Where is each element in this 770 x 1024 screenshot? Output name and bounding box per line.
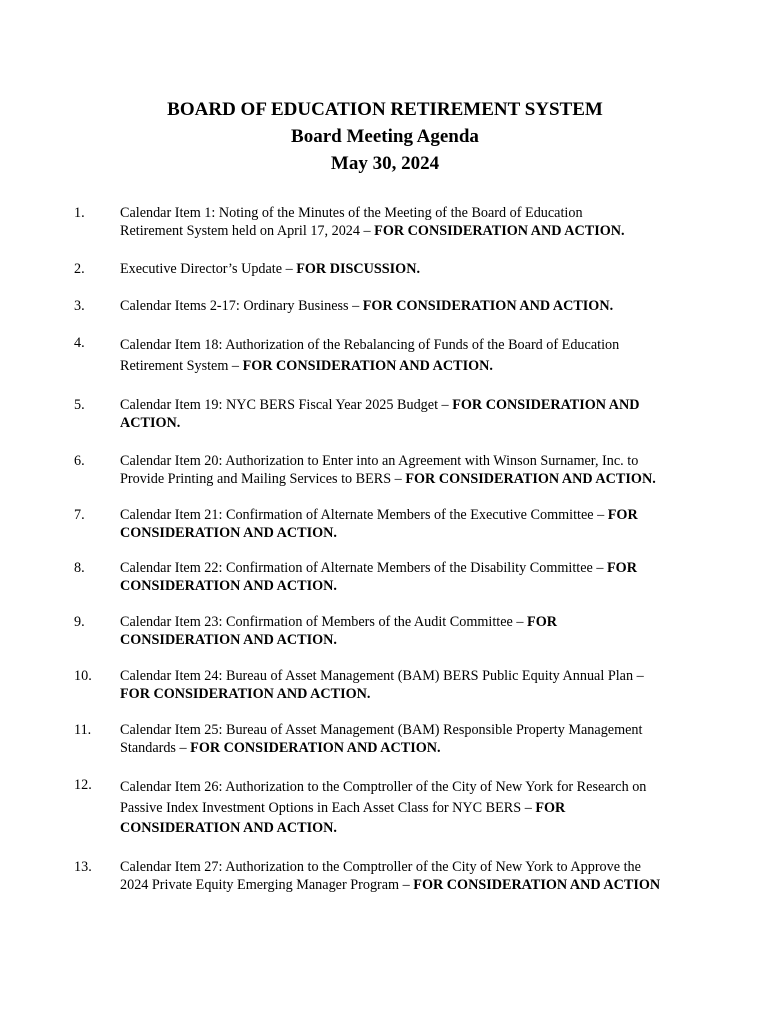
item-description: Retirement System – [120,357,243,374]
agenda-item-line [120,668,710,686]
action-label: FOR [527,614,557,630]
item-description: Calendar Items 2-17: Ordinary Business – [120,298,363,314]
agenda-item-line [120,632,710,650]
organization-title: BOARD OF EDUCATION RETIREMENT SYSTEM [167,99,603,120]
item-description: Calendar Item 22: Confirmation of Alternate Members of the Disability Committee – [120,560,607,576]
agenda-item-text [120,335,710,376]
agenda-item-line [120,614,710,632]
agenda-item-text [120,722,710,757]
item-description: Calendar Item 19: NYC BERS Fiscal Year 2025 Budget – [120,397,453,413]
agenda-item-line [120,560,710,578]
agenda-item-number: 1. [74,205,85,221]
item-description: Calendar Item 24: Bureau of Asset Management (BAM) BERS Public Equity Annual Plan – [120,668,644,684]
item-description: 2024 Private Equity Emerging Manager Program – [120,876,414,893]
action-label: FOR [535,799,566,816]
agenda-item-line [120,298,710,316]
agenda-item-text [120,777,710,839]
agenda-heading [0,96,770,177]
agenda-item-line [120,686,710,704]
agenda-item-number: 8. [74,560,85,576]
agenda-item-number: 3. [74,298,85,314]
agenda-item-number: 6. [74,453,85,469]
item-description: Calendar Item 23: Confirmation of Members of the Audit Committee – [120,614,528,630]
agenda-item-text [120,507,710,542]
agenda-item-text [120,668,710,703]
action-label: CONSIDERATION AND ACTION. [120,820,337,836]
action-label: CONSIDERATION AND ACTION. [120,524,337,541]
action-label: FOR CONSIDERATION AND ACTION. [190,739,441,756]
agenda-item-number: 5. [74,397,85,413]
agenda-item-number: 9. [74,614,85,630]
agenda-item-line [120,453,710,471]
agenda-item-text [120,859,710,894]
agenda-item-text [120,560,710,595]
agenda-item-line [120,356,710,377]
action-label: ACTION. [120,414,181,431]
agenda-item-line [120,415,710,433]
agenda-item-text [120,261,710,279]
item-description: Calendar Item 1: Noting of the Minutes of the Meeting of the Board of Education [120,205,583,221]
item-description: Calendar Item 20: Authorization to Enter into an Agreement with Winson Surnamer, Inc. to [120,453,639,469]
agenda-item-text [120,614,710,649]
document-title: Board Meeting Agenda [291,126,479,147]
action-label: FOR DISCUSSION. [296,261,421,277]
agenda-item-text [120,453,710,488]
agenda-item-line [120,777,710,798]
item-description: Passive Index Investment Options in Each Asset Class for NYC BERS – [120,799,536,816]
agenda-item-number: 10. [74,668,92,684]
agenda-item-line [120,525,710,543]
item-description: Standards – [120,739,191,756]
item-description: Calendar Item 21: Confirmation of Alternate Members of the Executive Committee – [120,507,608,523]
agenda-item-number: 13. [74,859,92,875]
action-label: FOR CONSIDERATION AND [452,397,640,413]
agenda-item-line [120,507,710,525]
agenda-item-text [120,205,710,240]
agenda-item-line [120,818,710,839]
agenda-item-number: 4. [74,335,85,351]
agenda-item-line [120,798,710,819]
meeting-date: May 30, 2024 [330,153,440,174]
agenda-item-line [120,877,710,895]
agenda-item-number: 11. [74,722,92,738]
agenda-item-number: 2. [74,261,85,277]
action-label: FOR CONSIDERATION AND ACTION. [242,357,493,374]
agenda-item-number: 12. [74,777,92,793]
action-label: FOR [607,560,637,576]
agenda-item-line [120,335,710,356]
item-description: Calendar Item 27: Authorization to the Comptroller of the City of New York to Approve the [120,859,641,875]
item-description: Retirement System held on April 17, 2024 – [120,222,375,239]
item-description: Provide Printing and Mailing Services to BERS – [120,470,406,487]
action-label: FOR CONSIDERATION AND ACTION. [374,222,625,239]
agenda-item-line [120,205,710,223]
agenda-item-text [120,298,710,316]
item-description: Calendar Item 18: Authorization of the Rebalancing of Funds of the Board of Education [120,337,620,353]
agenda-item-line [120,397,710,415]
agenda-item-line [120,261,710,279]
action-label: FOR CONSIDERATION AND ACTION. [120,685,371,702]
action-label: FOR CONSIDERATION AND ACTION [413,876,661,893]
item-description: Calendar Item 26: Authorization to the Comptroller of the City of New York for Research on [120,779,647,795]
agenda-item-line [120,859,710,877]
item-description: Executive Director’s Update – [120,261,297,277]
agenda-item-line [120,740,710,758]
action-label: CONSIDERATION AND ACTION. [120,577,337,594]
agenda-item-text [120,397,710,432]
agenda-item-number: 7. [74,507,85,523]
action-label: FOR CONSIDERATION AND ACTION. [405,470,656,487]
action-label: FOR [607,507,638,523]
action-label: CONSIDERATION AND ACTION. [120,631,337,648]
agenda-item-line [120,578,710,596]
agenda-item-line [120,722,710,740]
action-label: FOR CONSIDERATION AND ACTION. [362,298,614,314]
item-description: Calendar Item 25: Bureau of Asset Management (BAM) Responsible Property Management [120,722,643,738]
agenda-item-line [120,223,710,241]
agenda-item-line [120,471,710,489]
